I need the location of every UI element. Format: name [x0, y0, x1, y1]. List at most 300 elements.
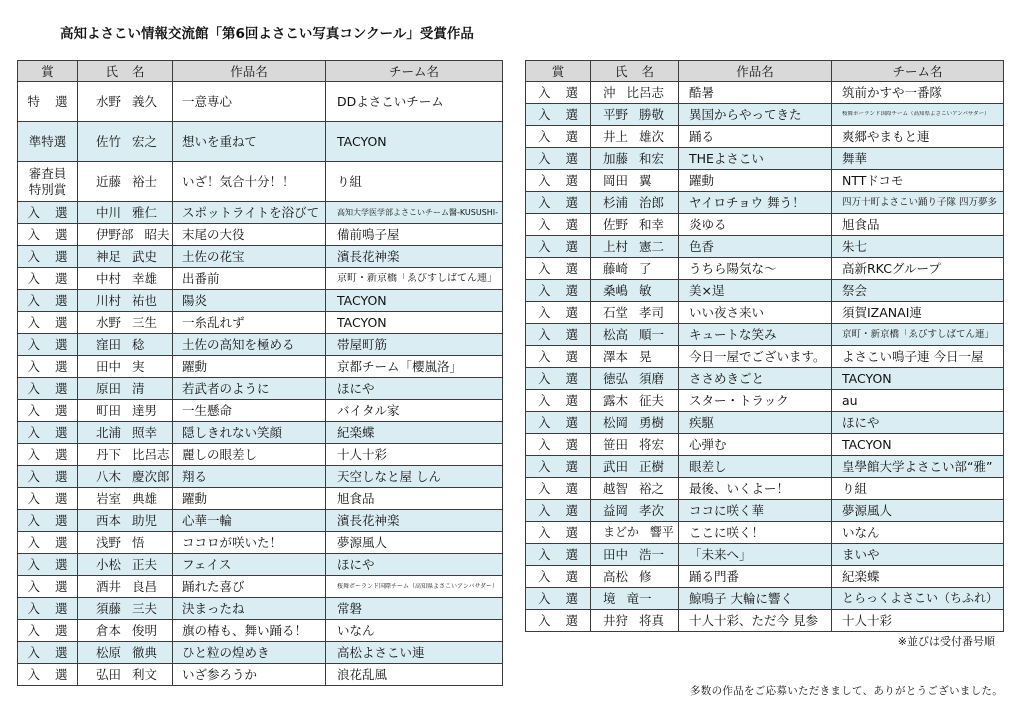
work-text: 麗しの眼差し [182, 447, 258, 462]
work-text: 若武者のように [182, 381, 270, 396]
work-text: 想いを重ねて [182, 134, 257, 149]
work-text: キュートな笑み [689, 327, 777, 342]
table-row [526, 346, 1004, 368]
award-cell [18, 554, 78, 576]
award-text: 入 選 [27, 358, 68, 374]
award-text: 入 選 [538, 260, 578, 276]
award-text: 入 選 [538, 84, 578, 100]
table-row [526, 456, 1004, 478]
award-cell [526, 302, 591, 324]
team-cell [326, 642, 503, 664]
table-row [526, 104, 1004, 126]
name-cell [591, 610, 679, 632]
team-cell [832, 148, 1004, 170]
team-cell [832, 324, 1004, 346]
team-text: 浪花乱風 [337, 667, 388, 682]
award-text: 入 選 [27, 402, 68, 418]
award-cell [18, 290, 78, 312]
award-cell [526, 390, 591, 412]
award-cell [526, 170, 591, 192]
team-cell [326, 202, 503, 224]
work-cell [679, 302, 832, 324]
team-cell [832, 456, 1004, 478]
work-text: 鯨鳴子 大輪に響く [689, 591, 793, 606]
name-text: 水野 三生 [96, 315, 157, 330]
table-row [18, 642, 503, 664]
name-cell [591, 192, 679, 214]
table-row [18, 224, 503, 246]
name-cell [591, 302, 679, 324]
work-cell [173, 466, 326, 488]
work-text: 決まったね [182, 601, 245, 616]
work-cell [173, 224, 326, 246]
work-cell [679, 610, 832, 632]
award-text: 特 選 [27, 93, 68, 109]
work-text: 十人十彩、ただ今 見参 [689, 613, 818, 628]
work-text: 心弾む [689, 437, 727, 452]
table-row [526, 478, 1004, 500]
name-cell [591, 104, 679, 126]
name-text: 益岡 孝次 [603, 503, 664, 518]
team-text: 濱長花神楽 [337, 249, 400, 264]
award-cell [18, 82, 78, 122]
left-table-body [18, 82, 503, 686]
header-name: 氏 名 [78, 61, 173, 82]
team-cell [832, 280, 1004, 302]
table-header-row [526, 61, 1004, 82]
table-row [18, 510, 503, 532]
award-text: 入 選 [538, 348, 578, 364]
award-text: 入 選 [27, 490, 68, 506]
award-text: 入 選 [27, 556, 68, 572]
team-cell [832, 104, 1004, 126]
table-row [18, 400, 503, 422]
team-text: 皇學館大学よさこい部“雅” [842, 459, 993, 474]
table-row [18, 268, 503, 290]
team-text: 京町・新京橋「ゑびすしばてん連」 [337, 272, 497, 284]
award-cell [18, 664, 78, 686]
name-cell [591, 544, 679, 566]
team-cell [832, 258, 1004, 280]
name-text: まどか 響平 [603, 525, 674, 540]
table-row [526, 390, 1004, 412]
work-text: ココロが咲いた！ [182, 535, 283, 550]
work-text: 疾駆 [689, 415, 715, 430]
name-cell [78, 268, 173, 290]
work-cell [173, 554, 326, 576]
award-text: 入 選 [27, 292, 68, 308]
award-cell [18, 202, 78, 224]
work-cell [679, 588, 832, 610]
name-text: 露木 征夫 [603, 393, 664, 408]
team-cell [326, 422, 503, 444]
award-text: 入 選 [27, 314, 68, 330]
work-text: 土佐の花宝 [182, 249, 245, 264]
header-work: 作品名 [679, 61, 832, 82]
award-cell [18, 532, 78, 554]
award-cell [18, 422, 78, 444]
name-cell [591, 566, 679, 588]
work-cell [173, 400, 326, 422]
work-cell [679, 236, 832, 258]
name-text: 中村 幸雄 [96, 271, 157, 286]
name-cell [591, 500, 679, 522]
team-text: 高知大学医学部よさこいチーム醫-KUSUSHI- [337, 207, 499, 217]
name-text: 須藤 三夫 [96, 601, 157, 616]
name-cell [591, 434, 679, 456]
name-text: 浅野 悟 [96, 535, 145, 550]
team-cell [326, 466, 503, 488]
name-cell [78, 400, 173, 422]
name-cell [591, 258, 679, 280]
team-cell [326, 532, 503, 554]
work-cell [173, 598, 326, 620]
award-text: 入 選 [538, 436, 578, 452]
team-cell [326, 224, 503, 246]
name-cell [591, 522, 679, 544]
name-text: 上村 憲二 [603, 239, 664, 254]
work-cell [679, 544, 832, 566]
team-cell [326, 162, 503, 202]
name-cell [591, 236, 679, 258]
table-row [526, 192, 1004, 214]
work-cell [173, 444, 326, 466]
team-text: NTTドコモ [842, 173, 904, 188]
work-text: 躍動 [182, 359, 208, 374]
team-cell [832, 214, 1004, 236]
team-cell [326, 400, 503, 422]
work-text: ひと粒の煌めき [182, 645, 270, 660]
work-cell [679, 192, 832, 214]
table-row [18, 290, 503, 312]
award-text: 入 選 [538, 106, 578, 122]
name-text: 加藤 和宏 [603, 151, 664, 166]
work-text: 「未来へ」 [689, 547, 752, 562]
table-row [18, 664, 503, 686]
work-cell [173, 378, 326, 400]
award-cell [18, 598, 78, 620]
award-cell [18, 246, 78, 268]
award-text: 入 選 [538, 216, 578, 232]
name-text: 伊野部 昭夫 [96, 227, 170, 242]
team-cell [832, 368, 1004, 390]
team-cell [326, 598, 503, 620]
team-text: 紀楽蝶 [337, 425, 375, 440]
work-cell [173, 620, 326, 642]
work-text: フェイス [182, 557, 232, 572]
name-text: 西本 助児 [96, 513, 157, 528]
work-text: 一糸乱れず [182, 315, 245, 330]
team-text: 高新RKCグループ [842, 261, 941, 276]
award-cell [526, 148, 591, 170]
table-row [18, 532, 503, 554]
work-text: 旗の椿も、舞い踊る！ [182, 623, 308, 638]
table-row [18, 162, 503, 202]
name-cell [591, 280, 679, 302]
award-cell [18, 466, 78, 488]
award-cell [526, 522, 591, 544]
table-row [18, 246, 503, 268]
work-text: THEよさこい [689, 151, 764, 166]
work-text: 陽炎 [182, 293, 208, 308]
award-text: 入 選 [27, 534, 68, 550]
team-cell [832, 170, 1004, 192]
name-text: 酒井 良昌 [96, 579, 157, 594]
name-text: 倉本 俊明 [96, 623, 157, 638]
name-cell [78, 598, 173, 620]
name-cell [78, 444, 173, 466]
name-text: 田中 実 [96, 359, 145, 374]
team-cell [326, 290, 503, 312]
award-text: 入 選 [538, 480, 578, 496]
work-cell [173, 532, 326, 554]
award-text: 入 選 [538, 326, 578, 342]
table-row [526, 324, 1004, 346]
table-row [18, 576, 503, 598]
name-text: 岩室 典雄 [96, 491, 157, 506]
thank-you-message: 多数の作品をご応募いただきまして、ありがとうございました。 [690, 685, 1003, 697]
work-cell [173, 122, 326, 162]
work-text: 最後、いくよー！ [689, 481, 790, 496]
name-text: 越智 裕之 [603, 481, 664, 496]
team-cell [326, 356, 503, 378]
award-cell [526, 500, 591, 522]
work-text: 翔る [182, 469, 208, 484]
award-cell [18, 488, 78, 510]
work-cell [173, 510, 326, 532]
team-text: TACYON [337, 315, 387, 330]
team-text: 須賀IZANAI連 [842, 305, 922, 320]
name-text: 弘田 利文 [96, 667, 157, 682]
award-text: 入 選 [538, 502, 578, 518]
work-cell [173, 246, 326, 268]
award-text: 入 選 [538, 524, 578, 540]
award-text: 入 選 [27, 666, 68, 682]
team-text: 舞華 [842, 151, 868, 166]
name-cell [591, 368, 679, 390]
name-cell [591, 390, 679, 412]
name-text: 川村 祐也 [96, 293, 157, 308]
name-text: 武田 正樹 [603, 459, 664, 474]
team-text: DDよさこいチーム [337, 94, 444, 109]
award-text: 入 選 [27, 578, 68, 594]
award-text: 準特選 [28, 133, 67, 149]
award-cell [526, 412, 591, 434]
team-text: 京町・新京橋「ゑびすしばてん連」 [842, 328, 995, 340]
header-award: 賞 [526, 61, 591, 82]
work-cell [173, 290, 326, 312]
name-text: 井上 雄次 [603, 129, 664, 144]
name-cell [591, 148, 679, 170]
table-row [18, 312, 503, 334]
name-text: 藤崎 了 [603, 261, 652, 276]
team-text: 高松よさこい連 [337, 645, 425, 660]
team-text: 帯屋町筋 [337, 337, 388, 352]
work-text: 一意専心 [182, 94, 233, 109]
table-row [18, 444, 503, 466]
work-text: ささめきごと [689, 371, 765, 386]
work-text: 今日一屋でございます。 [689, 349, 826, 364]
name-text: 水野 義久 [96, 94, 157, 109]
award-text: 入 選 [27, 226, 68, 242]
team-cell [326, 510, 503, 532]
team-text: 紀楽蝶 [842, 569, 880, 584]
team-text: TACYON [842, 371, 892, 386]
name-cell [591, 126, 679, 148]
award-text: 入 選 [538, 590, 578, 606]
name-cell [78, 510, 173, 532]
work-cell [173, 576, 326, 598]
award-text: 入 選 [538, 546, 578, 562]
name-cell [78, 620, 173, 642]
team-cell [832, 302, 1004, 324]
team-cell [326, 122, 503, 162]
name-cell [78, 532, 173, 554]
table-row [526, 522, 1004, 544]
award-cell [526, 258, 591, 280]
award-cell [526, 236, 591, 258]
name-cell [591, 82, 679, 104]
work-cell [679, 346, 832, 368]
table-row [18, 122, 503, 162]
team-text: TACYON [337, 293, 387, 308]
name-text: 平野 勝敬 [603, 107, 664, 122]
work-cell [173, 162, 326, 202]
work-cell [679, 478, 832, 500]
table-row [526, 368, 1004, 390]
name-text: 岡田 翼 [603, 173, 652, 188]
name-text: 松原 徹典 [96, 645, 157, 660]
header-team: チーム名 [326, 61, 503, 82]
name-cell [591, 214, 679, 236]
name-text: 丹下 比呂志 [96, 447, 170, 462]
name-cell [78, 246, 173, 268]
team-text: ほにや [337, 381, 375, 396]
name-cell [591, 478, 679, 500]
name-cell [591, 412, 679, 434]
work-cell [679, 214, 832, 236]
award-text: 入 選 [27, 424, 68, 440]
team-text: 十人十彩 [337, 447, 388, 462]
award-text: 入 選 [538, 172, 578, 188]
team-cell [326, 334, 503, 356]
award-cell [526, 192, 591, 214]
team-cell [326, 488, 503, 510]
work-text: スター・トラック [689, 393, 789, 408]
work-text: 踊る [689, 129, 715, 144]
team-text: 祭会 [842, 283, 868, 298]
work-text: いざ参ろうか [182, 667, 258, 682]
work-cell [173, 334, 326, 356]
work-text: 末尾の大役 [182, 227, 245, 242]
team-cell [832, 544, 1004, 566]
team-text: とらっくよさこい（ちふれ） [842, 591, 999, 606]
name-cell [591, 588, 679, 610]
work-text: ここに咲く！ [689, 525, 765, 540]
award-text: 入 選 [538, 238, 578, 254]
work-cell [173, 268, 326, 290]
name-cell [78, 642, 173, 664]
work-text: 躍動 [182, 491, 208, 506]
table-row [526, 214, 1004, 236]
team-cell [326, 378, 503, 400]
team-text: よさこい鳴子連 今日一屋 [842, 349, 984, 364]
team-text: 筑前かすや一番隊 [842, 85, 943, 100]
work-text: 踊れた喜び [182, 579, 245, 594]
award-text: 入 選 [27, 270, 68, 286]
award-cell [18, 378, 78, 400]
work-cell [679, 324, 832, 346]
award-text: 入 選 [538, 414, 578, 430]
work-cell [173, 664, 326, 686]
award-cell [18, 642, 78, 664]
team-cell [832, 500, 1004, 522]
name-text: 佐竹 宏之 [96, 134, 157, 149]
team-text: ほにや [337, 557, 375, 572]
name-text: 神足 武史 [96, 249, 157, 264]
award-cell [18, 224, 78, 246]
award-text: 審査員 特別賞 [28, 165, 67, 197]
left-awards-table [17, 60, 503, 686]
work-cell [679, 126, 832, 148]
name-text: 徳弘 須磨 [603, 371, 664, 386]
award-cell [526, 82, 591, 104]
team-cell [832, 192, 1004, 214]
award-cell [18, 576, 78, 598]
work-cell [679, 566, 832, 588]
work-text: 踊る門番 [689, 569, 740, 584]
team-text: 天空しなと屋 しん [337, 469, 441, 484]
work-text: ココに咲く華 [689, 503, 765, 518]
work-cell [679, 258, 832, 280]
name-cell [78, 554, 173, 576]
name-text: 境 竜一 [603, 591, 652, 606]
award-cell [526, 478, 591, 500]
team-text: 朱七 [842, 239, 868, 254]
award-cell [526, 126, 591, 148]
award-cell [526, 610, 591, 632]
award-text: 入 選 [27, 600, 68, 616]
award-text: 入 選 [538, 304, 578, 320]
name-cell [78, 202, 173, 224]
team-text: り組 [337, 174, 363, 189]
name-text: 桑嶋 敏 [603, 283, 652, 298]
award-text: 入 選 [538, 282, 578, 298]
team-text: 十人十彩 [842, 613, 893, 628]
right-table-body [526, 82, 1004, 632]
name-text: 近藤 裕士 [96, 174, 157, 189]
work-text: うちら陽気な～ [689, 261, 777, 276]
table-row [18, 334, 503, 356]
work-cell [173, 312, 326, 334]
table-row [526, 610, 1004, 632]
award-cell [526, 214, 591, 236]
team-text: 常磐 [337, 601, 363, 616]
table-row [18, 598, 503, 620]
name-cell [78, 224, 173, 246]
award-text: 入 選 [538, 612, 578, 628]
work-cell [679, 148, 832, 170]
name-text: 笹田 将宏 [603, 437, 664, 452]
table-row [526, 434, 1004, 456]
table-row [526, 566, 1004, 588]
work-text: いざ！気合十分！！ [182, 174, 295, 189]
name-cell [78, 466, 173, 488]
name-text: 澤本 晃 [603, 349, 652, 364]
award-cell [18, 444, 78, 466]
team-text: TACYON [842, 437, 892, 452]
award-cell [526, 566, 591, 588]
